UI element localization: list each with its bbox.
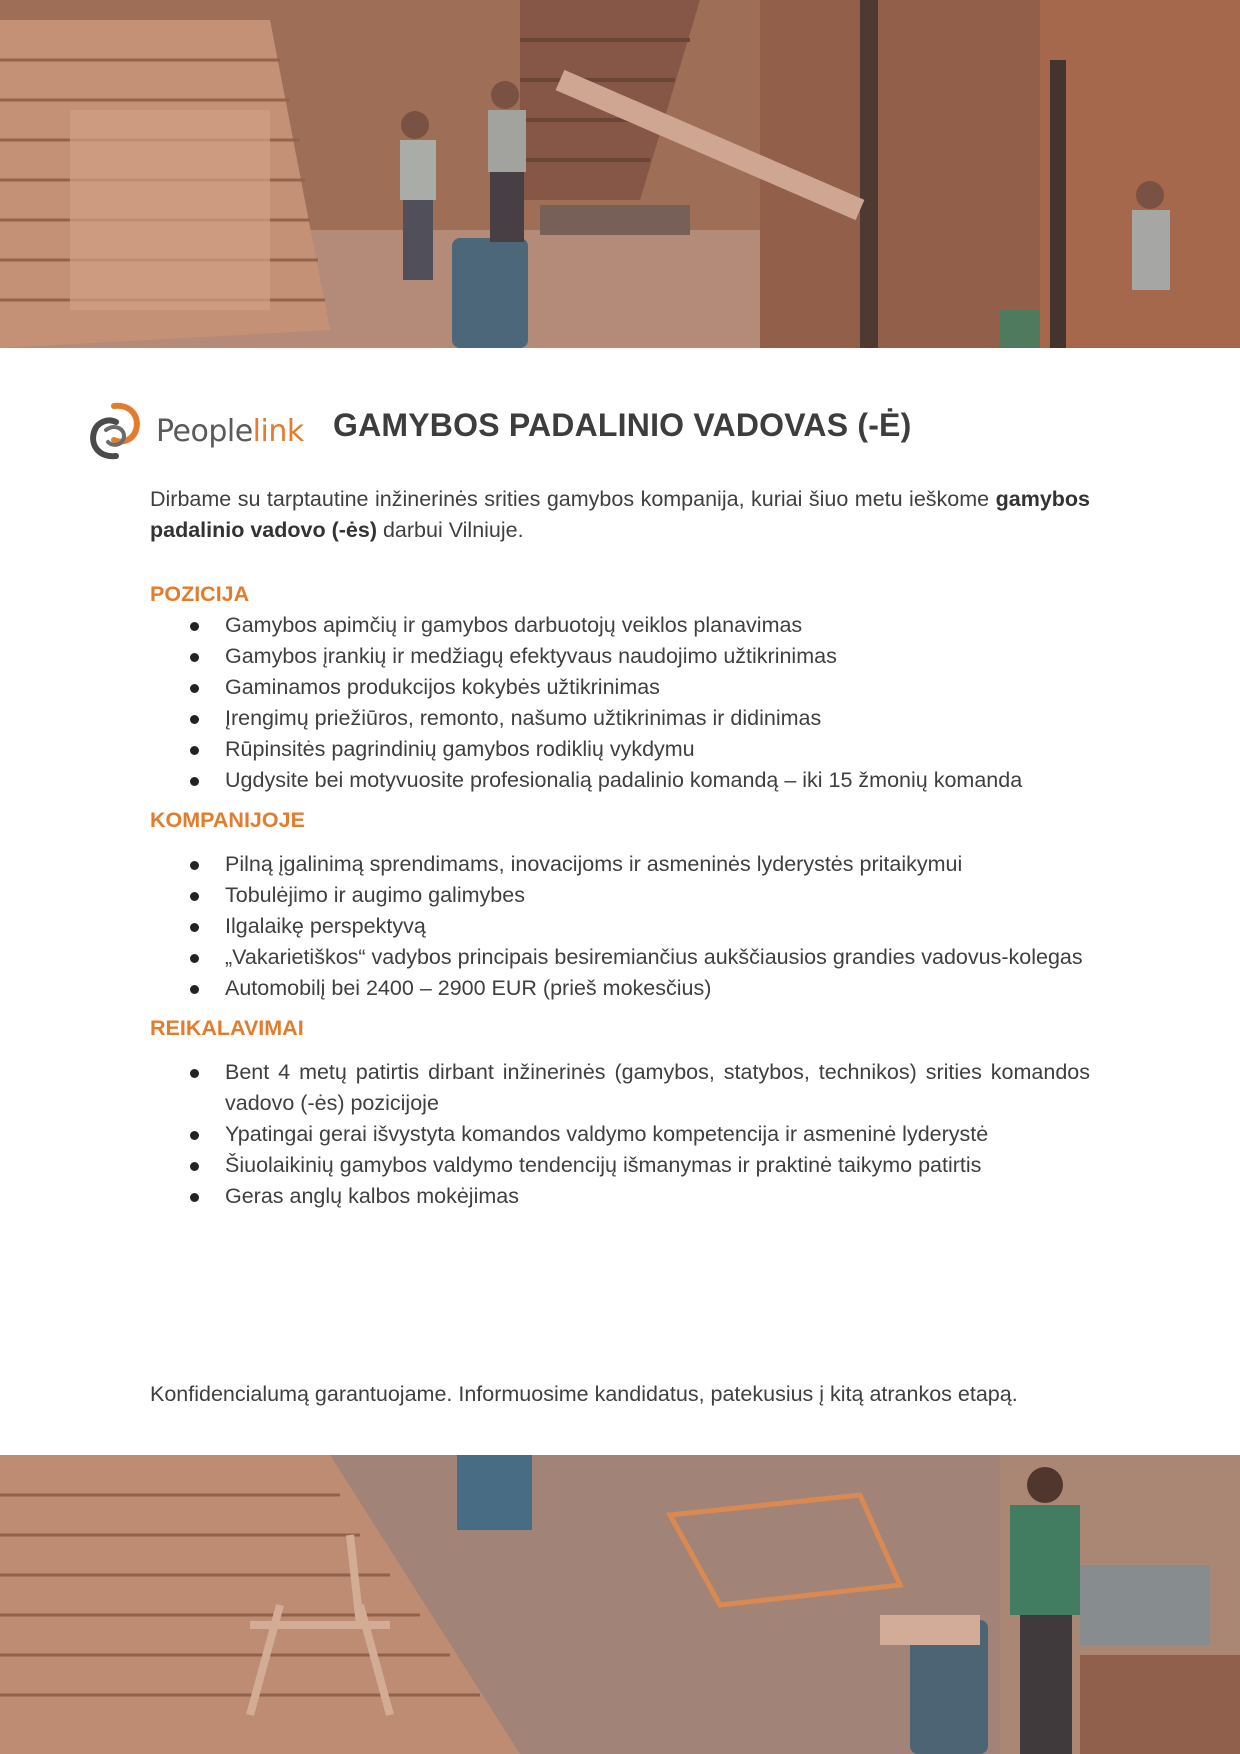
section-heading-kompanijoje: KOMPANIJOJE bbox=[150, 808, 305, 832]
list-item-text: Gamybos apimčių ir gamybos darbuotojų veiklos planavimas bbox=[225, 613, 803, 637]
list-item bbox=[150, 1150, 1090, 1181]
bullet-icon bbox=[190, 954, 199, 963]
list-item-text: Ilgalaikę perspektyvą bbox=[225, 914, 426, 938]
bullet-icon bbox=[190, 985, 199, 994]
list-item-text: Geras anglų kalbos mokėjimas bbox=[225, 1184, 519, 1208]
bullet-icon bbox=[190, 923, 199, 932]
workshop-floor-photo-icon bbox=[0, 1455, 1240, 1754]
bullet-icon bbox=[190, 892, 199, 901]
list-item-text: Gamybos įrankių ir medžiagų efektyvaus naudojimo užtikrinimas bbox=[225, 644, 837, 668]
reikalavimai-list bbox=[150, 1057, 1090, 1212]
section-heading-reikalavimai: REIKALAVIMAI bbox=[150, 1016, 304, 1040]
list-item-text: Ugdysite bei motyvuosite profesionalią padalinio komandą – iki 15 žmonių komanda bbox=[225, 768, 1023, 792]
list-item-text: „Vakarietiškos“ vadybos principais besiremiančius aukščiausios grandies vadovus-kolegas bbox=[225, 945, 1083, 969]
list-item-text: Ypatingai gerai išvystyta komandos valdymo kompetencija ir asmeninė lyderystė bbox=[225, 1122, 989, 1146]
bullet-icon bbox=[190, 1162, 199, 1171]
confidentiality-note: Konfidencialumą garantuojame. Informuosime kandidatus, patekusius į kitą atrankos etapą. bbox=[150, 1382, 1018, 1406]
list-item-text: Tobulėjimo ir augimo galimybes bbox=[225, 883, 525, 907]
list-item bbox=[150, 1119, 1090, 1150]
job-description bbox=[150, 484, 1090, 1212]
peoplelink-logo-icon bbox=[86, 400, 144, 462]
logo-wordmark bbox=[156, 414, 304, 449]
bullet-icon bbox=[190, 746, 199, 755]
bullet-icon bbox=[190, 861, 199, 870]
bullet-icon bbox=[190, 1131, 199, 1140]
list-item-text: Gaminamos produkcijos kokybės užtikrinimas bbox=[225, 675, 660, 699]
intro-position-name: gamybos padalinio vadovo (-ės) bbox=[150, 487, 1090, 542]
kompanijoje-list bbox=[150, 849, 1090, 1004]
list-item-text: Bent 4 metų patirtis dirbant inžinerinės (gamybos, statybos, technikos) srities komandos vadovo (-ės) pozicijoje bbox=[225, 1060, 1090, 1115]
list-item bbox=[150, 641, 1090, 672]
header-workshop-photo bbox=[0, 0, 1240, 348]
list-item bbox=[150, 1181, 1090, 1212]
list-item bbox=[150, 973, 1090, 1004]
list-item bbox=[150, 610, 1090, 641]
bullet-icon bbox=[190, 1069, 199, 1078]
footer-workshop-photo bbox=[0, 1455, 1240, 1754]
bullet-icon bbox=[190, 684, 199, 693]
bullet-icon bbox=[190, 1193, 199, 1202]
bullet-icon bbox=[190, 653, 199, 662]
bullet-icon bbox=[190, 622, 199, 631]
list-item bbox=[150, 911, 1090, 942]
page-title: GAMYBOS PADALINIO VADOVAS (-Ė) bbox=[333, 407, 912, 443]
list-item bbox=[150, 734, 1090, 765]
pozicija-list bbox=[150, 610, 1090, 796]
list-item bbox=[150, 765, 1090, 796]
logo-brand-main: People bbox=[156, 413, 253, 449]
bullet-icon bbox=[190, 777, 199, 786]
logo-brand-accent: link bbox=[252, 413, 304, 449]
list-item-text: Šiuolaikinių gamybos valdymo tendencijų išmanymas ir praktinė taikymo patirtis bbox=[225, 1153, 982, 1177]
peoplelink-logo bbox=[86, 400, 304, 462]
list-item-text: Automobilį bei 2400 – 2900 EUR (prieš mokesčius) bbox=[225, 976, 712, 1000]
intro-text-end: darbui Vilniuje. bbox=[376, 518, 524, 542]
list-item bbox=[150, 880, 1090, 911]
bullet-icon bbox=[190, 715, 199, 724]
list-item bbox=[150, 703, 1090, 734]
list-item bbox=[150, 849, 1090, 880]
list-item-text: Rūpinsitės pagrindinių gamybos rodiklių vykdymu bbox=[225, 737, 695, 761]
list-item-text: Pilną įgalinimą sprendimams, inovacijoms ir asmeninės lyderystės pritaikymui bbox=[225, 852, 963, 876]
list-item bbox=[150, 672, 1090, 703]
list-item bbox=[150, 1057, 1090, 1119]
intro-paragraph bbox=[150, 484, 1090, 546]
list-item bbox=[150, 942, 1090, 973]
intro-text-start: Dirbame su tarptautine inžinerinės srities gamybos kompanija, kuriai šiuo metu ieškome bbox=[150, 487, 996, 511]
section-heading-pozicija: POZICIJA bbox=[150, 582, 250, 606]
workshop-photo-icon bbox=[0, 0, 1240, 348]
list-item-text: Įrengimų priežiūros, remonto, našumo užtikrinimas ir didinimas bbox=[225, 706, 822, 730]
